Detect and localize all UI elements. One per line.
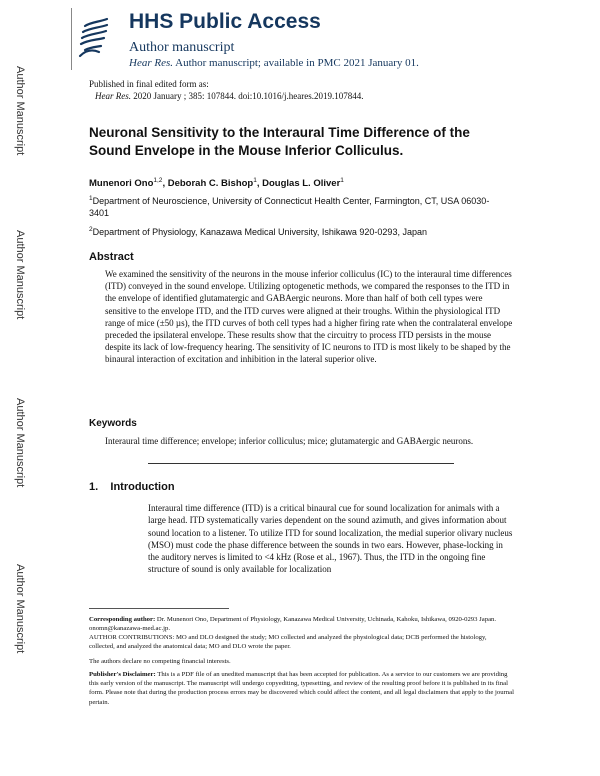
keywords-divider bbox=[148, 463, 454, 464]
author-contributions-note: AUTHOR CONTRIBUTIONS: MO and DLO designed the study; MO collected and analyzed the physiological data; DCB performed the histology, collected, and analyzed the anatomical data; MO and DLO wrote the paper. bbox=[89, 634, 487, 651]
side-label-1: Author Manuscript bbox=[14, 66, 26, 156]
author-name: Munenori Ono bbox=[89, 178, 154, 190]
article-title: Neuronal Sensitivity to the Interaural Time Difference of the Sound Envelope in the Mouse Inferior Colliculus. bbox=[89, 125, 470, 158]
corresponding-author-note: Corresponding author: Dr. Munenori Ono, Department of Physiology, Kanazawa Medical University, Uchinada, Kahoku, Ishikawa, 0920-0293 Japan. onomn@kanazawa-med.ac.jp. bbox=[89, 616, 497, 633]
header-divider bbox=[71, 8, 72, 70]
keywords-heading: Keywords bbox=[89, 418, 137, 429]
citation-text: 2020 January ; 385: 107844. doi:10.1016/j.heares.2019.107844. bbox=[131, 91, 364, 101]
competing-interests-note: The authors declare no competing financial interests. bbox=[89, 658, 231, 665]
published-label: Published in final edited form as: bbox=[89, 79, 209, 89]
introduction-heading: 1. Introduction bbox=[89, 481, 175, 493]
keywords-text: Interaural time difference; envelope; inferior colliculus; mice; glutamatergic and GABAergic neurons. bbox=[105, 436, 474, 446]
footnote-divider bbox=[89, 608, 229, 609]
side-label-3: Author Manuscript bbox=[14, 398, 26, 488]
hhs-public-access-title: HHS Public Access bbox=[129, 10, 321, 33]
abstract-text: We examined the sensitivity of the neurons in the mouse inferior colliculus (IC) to the interaural time differences (ITD) conveyed in the sound envelope. Utilizing optogenetic methods, we compared the responses to the ITD in the envelope of identified glutamatergic and GABAergic neurons. More than half of both cell types were sensitive to the envelope ITD, and the ITD curves were aligned at their troughs. Within the physiological ITD range of mice (±50 µs), the ITD curves of both cell types had a higher firing rate when the contralateral envelope preceded the ipsilateral envelope. These results show that the circuitry to process ITD persists in the mouse despite its lack of low-frequency hearing. The sensitivity of IC neurons to ITD is most likely to be shaped by the binaural interaction of excitation and inhibition in the lateral superior olive. bbox=[105, 269, 513, 365]
side-label-4: Author Manuscript bbox=[14, 564, 26, 654]
author-manuscript-label: Author manuscript bbox=[129, 40, 235, 55]
citation-line bbox=[95, 91, 363, 101]
author-list: Munenori Ono$^{1,2}$, Deborah C. Bishop$^1$, Douglas L. Oliver$^1$ bbox=[89, 177, 344, 190]
hhs-eagle-logo-icon bbox=[77, 16, 111, 62]
citation-journal: Hear Res. bbox=[95, 91, 131, 101]
journal-name: Hear Res. bbox=[129, 57, 173, 69]
introduction-text: Interaural time difference (ITD) is a critical binaural cue for sound localization for animals with a large head. ITD systematically varies dependent on the sound azimuth, and gives information about sound location to a listener. To utilize ITD for sound localization, the medial superior olivary nucleus (MSO) must code the phase difference between the sounds in two ears. However, phase-locking in the auditory nerves is limited to <4 kHz (Rose et al., 1967). Thus, the ITD in the ongoing fine structure of sound is only available for localization bbox=[148, 503, 513, 575]
affiliation-1: $^1$Department of Neuroscience, University of Connecticut Health Center, Farmington, CT, USA 06030-3401 bbox=[89, 195, 490, 218]
side-label-2: Author Manuscript bbox=[14, 230, 26, 320]
publisher-disclaimer-note: Publisher's Disclaimer: This is a PDF file of an unedited manuscript that has been accepted for publication. As a service to our customers we are providing this early version of the manuscript. The manuscript will undergo copyediting, typesetting, and review of the resulting proof before it is published in its final form. Please note that during the production process errors may be discovered which could affect the content, and all legal disclaimers that apply to the journal pertain. bbox=[89, 671, 514, 706]
affiliation-2: $^2$Department of Physiology, Kanazawa Medical University, Ishikawa 920-0293, Japan bbox=[89, 226, 427, 237]
availability-line bbox=[129, 57, 419, 69]
availability-text: Author manuscript; available in PMC 2021 January 01. bbox=[173, 57, 419, 69]
author-name: Deborah C. Bishop bbox=[167, 178, 254, 190]
author-name: Douglas L. Oliver bbox=[262, 178, 341, 190]
abstract-heading: Abstract bbox=[89, 251, 134, 263]
author-sup: 1 bbox=[253, 177, 257, 184]
author-sup: 1,2 bbox=[153, 177, 163, 184]
author-sup: 1 bbox=[340, 177, 344, 184]
